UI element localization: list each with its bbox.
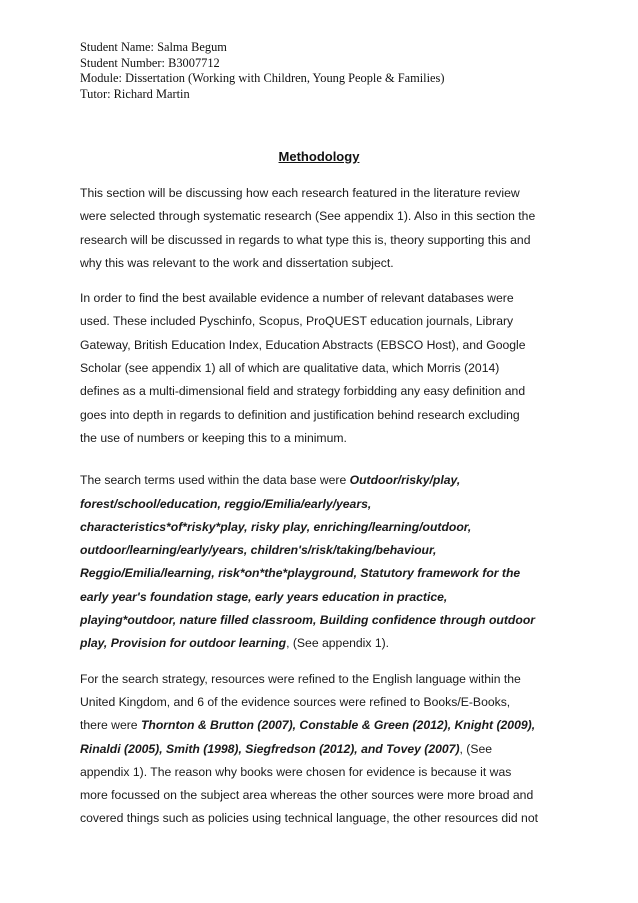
text-run: there were: [80, 718, 141, 733]
text-line: [80, 632, 565, 655]
search-term: playing*outdoor, nature filled classroom, Building confidence through outdoor: [80, 613, 536, 628]
paragraph-2: [80, 287, 565, 450]
text-line: This section will be discussing how each research featured in the literature review: [80, 186, 520, 200]
text-line: Scholar (see appendix 1) all of which are qualitative data, which Morris (2014): [80, 361, 500, 376]
search-term: Outdoor/risky/play,: [349, 473, 461, 488]
text-line: covered things such as policies using technical language, the other resources did not: [80, 811, 538, 826]
text-line: [80, 714, 565, 737]
text-line: goes into depth in regards to definition and justification behind research excluding: [80, 407, 520, 422]
appendix-reference: , (See appendix 1).: [286, 636, 390, 651]
tutor-name: Tutor: Richard Martin: [80, 86, 190, 101]
module-name: Module: Dissertation (Working with Children, Young People & Families): [80, 71, 445, 85]
search-term: forest/school/education, reggio/Emilia/early/years,: [80, 496, 372, 511]
text-line: [80, 469, 565, 492]
search-term: Reggio/Emilia/learning, risk*on*the*playground, Statutory framework for the: [80, 566, 521, 581]
search-term: characteristics*of*risky*play, risky play, enriching/learning/outdoor,: [80, 519, 472, 534]
student-name: Student Name: Salma Begum: [80, 40, 227, 54]
text-run: , (See: [459, 741, 493, 756]
text-line: research will be discussed in regards to what type this is, theory supporting this and: [80, 232, 531, 247]
search-term: early year's foundation stage, early years education in practice,: [80, 589, 448, 604]
text-line: United Kingdom, and 6 of the evidence sources were refined to Books/E-Books,: [80, 694, 511, 709]
text-line: more focussed on the subject area whereas the other sources were more broad and: [80, 788, 534, 803]
book-citations: Thornton & Brutton (2007), Constable & Green (2012), Knight (2009),: [140, 718, 536, 733]
student-number: Student Number: B3007712: [80, 55, 220, 70]
document-body: [80, 182, 565, 831]
text-line: Gateway, British Education Index, Education Abstracts (EBSCO Host), and Google: [80, 337, 526, 352]
text-line: appendix 1). The reason why books were chosen for evidence is because it was: [80, 764, 512, 779]
book-citations: Rinaldi (2005), Smith (1998), Siegfredson (2012), and Tovey (2007): [80, 741, 460, 756]
text-line: defines as a multi-dimensional field and strategy forbidding any easy definition and: [80, 384, 526, 399]
student-header: [80, 40, 445, 102]
text-line: were selected through systematic research (See appendix 1). Also in this section the: [80, 209, 536, 224]
search-term: play, Provision for outdoor learning: [80, 636, 287, 651]
text-line: the use of numbers or keeping this to a minimum.: [80, 430, 347, 445]
search-term: outdoor/learning/early/years, children's/risk/taking/behaviour,: [80, 543, 437, 558]
paragraph-3: [80, 469, 565, 655]
text-line: In order to find the best available evidence a number of relevant databases were: [80, 291, 514, 306]
search-terms-intro: The search terms used within the data base were: [80, 473, 350, 488]
paragraph-1: [80, 182, 565, 275]
text-line: used. These included Pyschinfo, Scopus, ProQUEST education journals, Library: [80, 314, 514, 329]
section-title: Methodology: [278, 149, 360, 164]
text-line: For the search strategy, resources were refined to the English language within the: [80, 671, 521, 686]
paragraph-4: [80, 668, 565, 831]
text-line: [80, 738, 565, 761]
text-line: why this was relevant to the work and dissertation subject.: [80, 255, 394, 270]
